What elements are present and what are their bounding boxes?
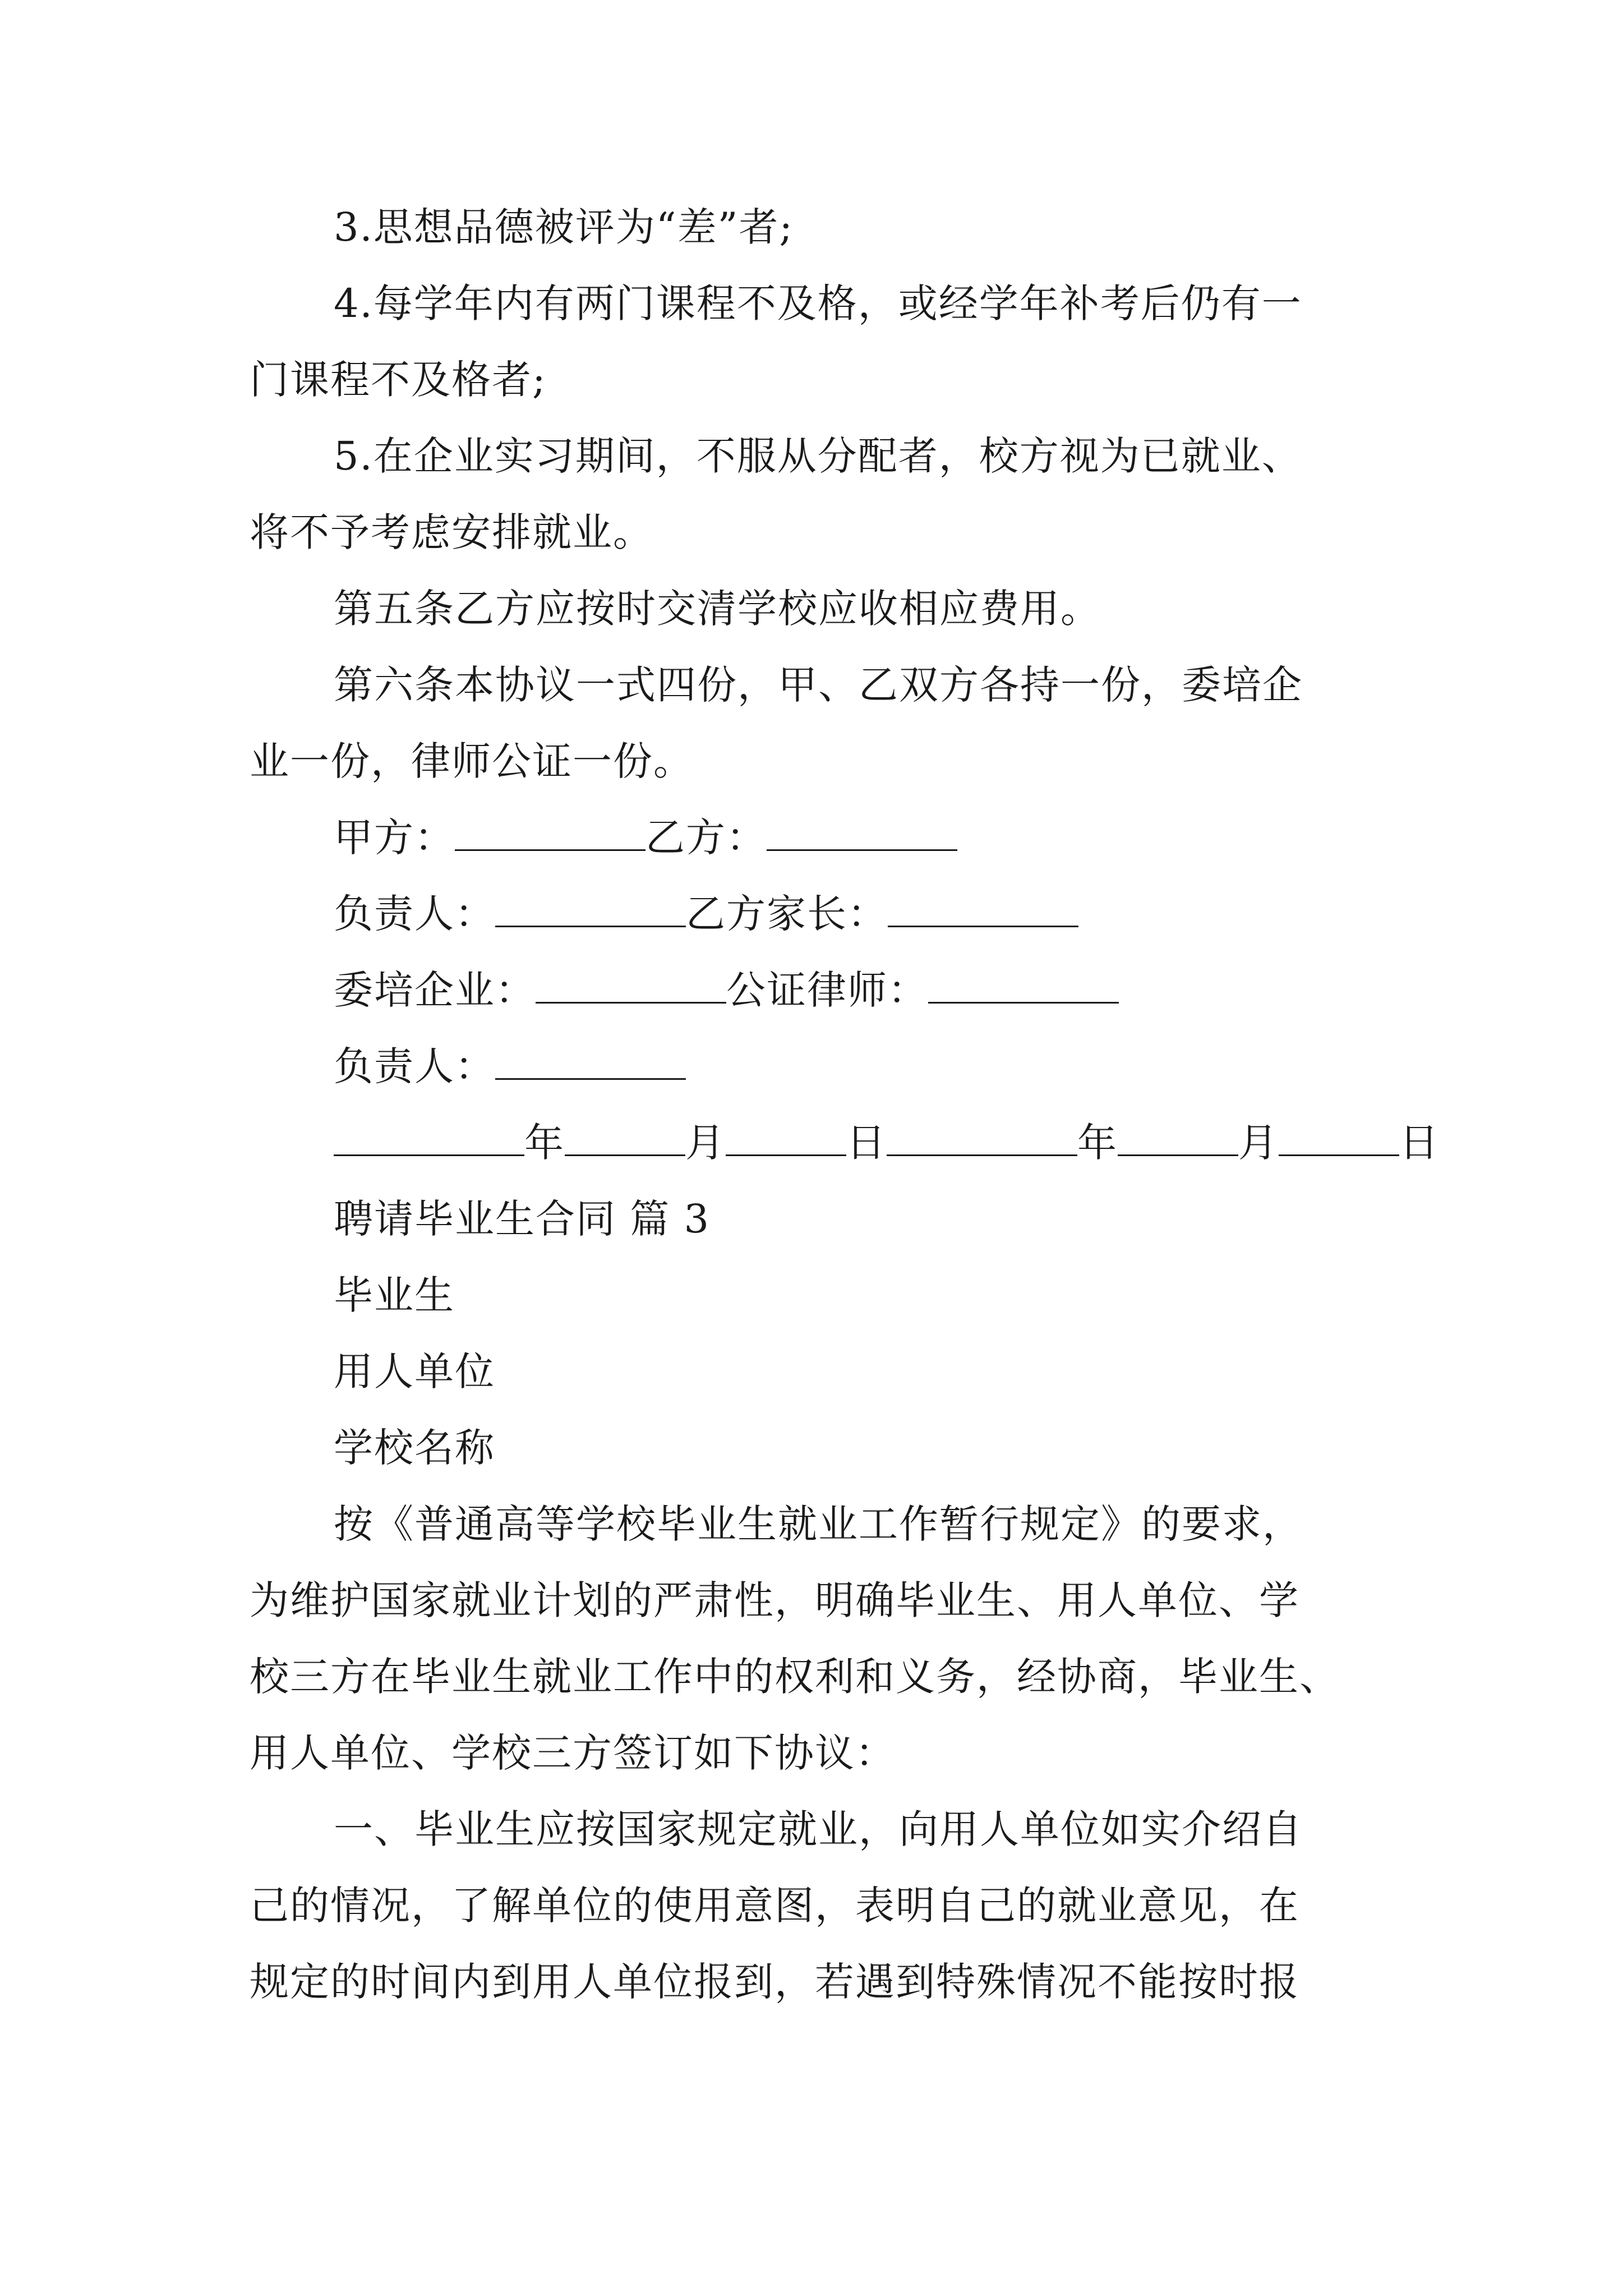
leader-2-label: 负责人：	[334, 1043, 495, 1089]
article-5: 第五条乙方应按时交清学校应收相应费用。	[334, 586, 1101, 632]
year-label: 年	[524, 1120, 565, 1166]
leader-blank	[495, 892, 686, 927]
article-6-cont: 业一份，律师公证一份。	[250, 738, 694, 784]
day-blank-1	[726, 1121, 846, 1156]
month-blank-2	[1118, 1121, 1238, 1156]
lawyer-label: 公证律师：	[726, 967, 928, 1013]
day-label-2: 日	[1399, 1120, 1440, 1166]
year-blank-2	[887, 1121, 1077, 1156]
party-a-label: 甲方：	[334, 815, 455, 861]
clause-item-3: 3.思想品德被评为“差”者;	[334, 204, 794, 250]
day-label: 日	[846, 1120, 887, 1166]
leader-2-blank	[495, 1045, 686, 1080]
party-a-blank	[455, 816, 645, 851]
signature-row-company	[334, 962, 1119, 1018]
company-label: 委培企业：	[334, 967, 536, 1013]
date-row	[334, 1115, 1440, 1171]
year-label-2: 年	[1077, 1120, 1118, 1166]
clause-item-4-cont: 门课程不及格者;	[250, 357, 547, 403]
signature-row-parties	[334, 809, 957, 866]
month-label: 月	[685, 1120, 726, 1166]
leader-label: 负责人：	[334, 891, 495, 937]
paragraph-line: 用人单位、学校三方签订如下协议：	[250, 1730, 896, 1776]
clause-item-5-cont: 将不予考虑安排就业。	[250, 509, 653, 555]
paragraph-line: 校三方在毕业生就业工作中的权利和义务，经协商，毕业生、	[250, 1654, 1340, 1700]
clause-item-4: 4.每学年内有两门课程不及格，或经学年补考后仍有一	[334, 280, 1302, 326]
section-title-3: 聘请毕业生合同 篇 3	[334, 1196, 711, 1242]
month-blank-1	[565, 1121, 685, 1156]
employer-label: 用人单位	[334, 1349, 495, 1395]
paragraph-line: 己的情况，了解单位的使用意图，表明自己的就业意见，在	[250, 1883, 1299, 1929]
company-blank	[536, 968, 726, 1004]
day-blank-2	[1279, 1121, 1399, 1156]
party-b-label: 乙方：	[645, 815, 767, 861]
paragraph-line: 按《普通高等学校毕业生就业工作暂行规定》的要求，	[334, 1501, 1303, 1547]
signature-row-leader	[334, 886, 1078, 942]
party-b-blank	[767, 816, 957, 851]
signature-row-leader-2	[334, 1038, 686, 1094]
article-6: 第六条本协议一式四份，甲、乙双方各持一份，委培企	[334, 662, 1303, 708]
paragraph-line: 为维护国家就业计划的严肃性，明确毕业生、用人单位、学	[250, 1577, 1299, 1623]
clause-item-5: 5.在企业实习期间，不服从分配者，校方视为已就业、	[334, 433, 1302, 479]
parent-blank	[888, 892, 1078, 927]
lawyer-blank	[928, 968, 1119, 1004]
graduate-label: 毕业生	[334, 1272, 455, 1318]
parent-label: 乙方家长：	[686, 891, 888, 937]
paragraph-line: 规定的时间内到用人单位报到，若遇到特殊情况不能按时报	[250, 1959, 1299, 2005]
year-blank-1	[334, 1121, 524, 1156]
paragraph-line: 一、毕业生应按国家规定就业，向用人单位如实介绍自	[334, 1806, 1303, 1852]
month-label-2: 月	[1238, 1120, 1279, 1166]
school-label: 学校名称	[334, 1425, 495, 1471]
